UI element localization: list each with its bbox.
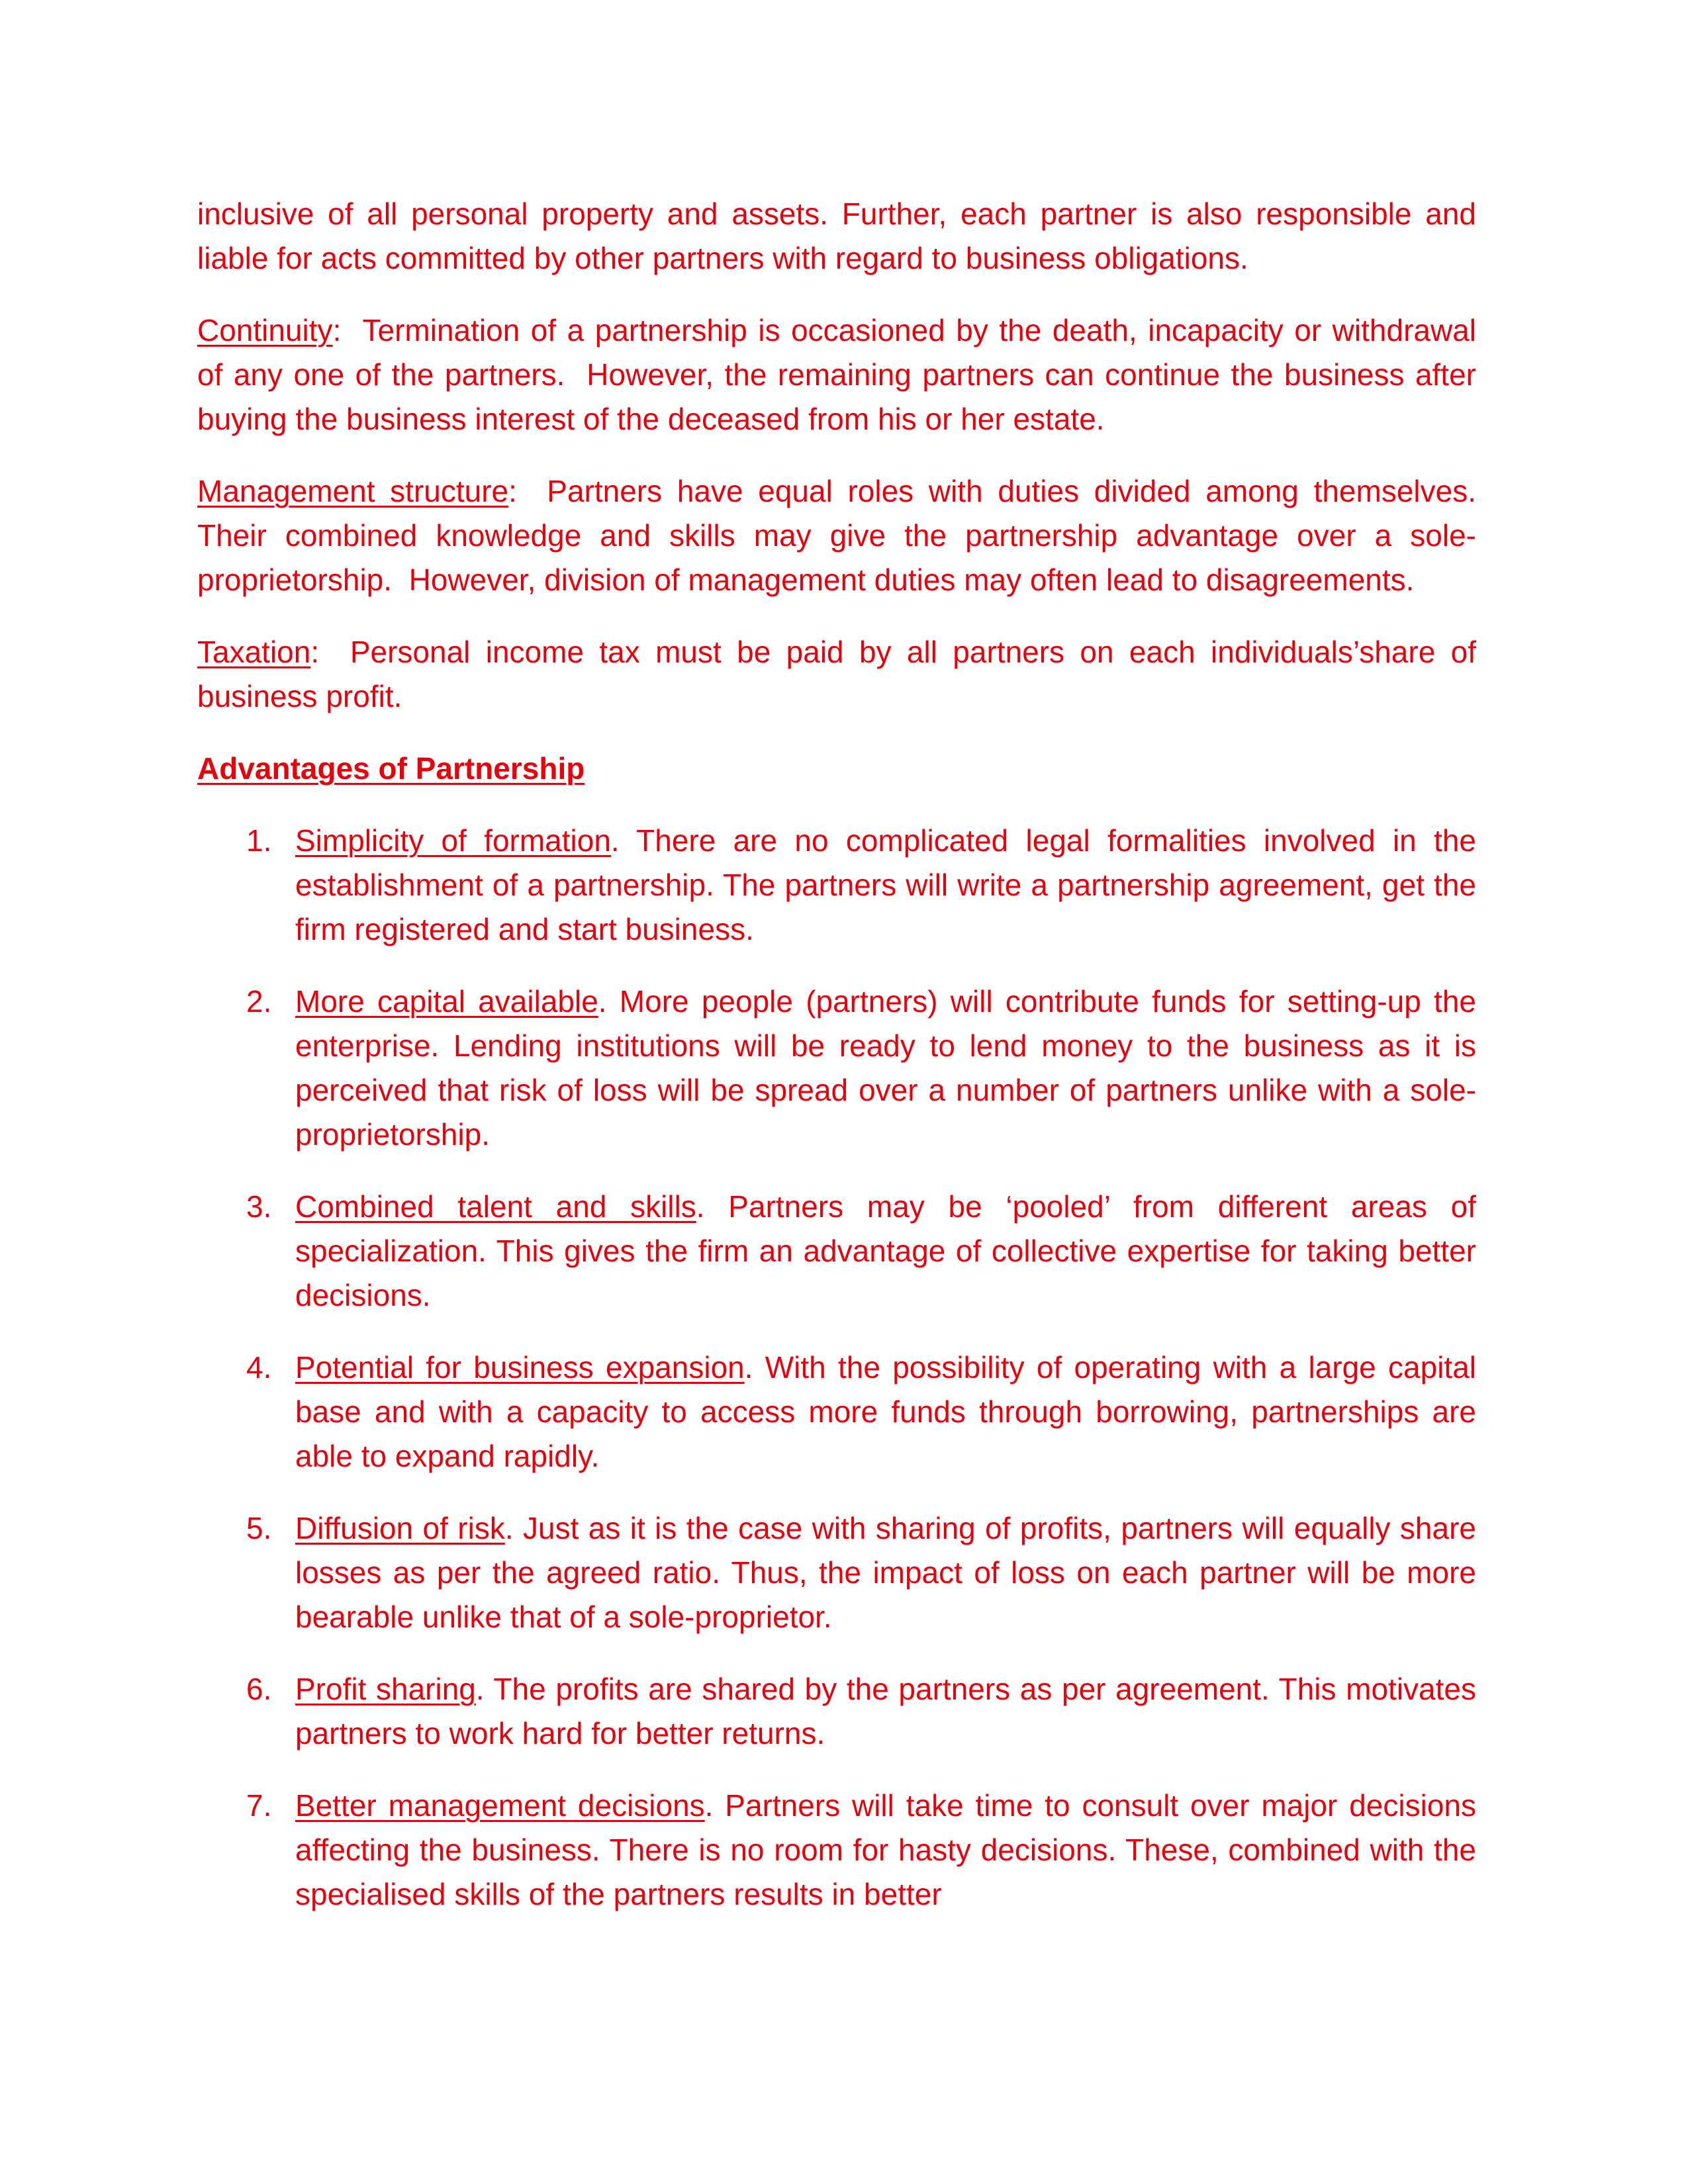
list-term: Combined talent and skills bbox=[295, 1189, 696, 1224]
section-taxation bbox=[197, 630, 1485, 719]
list-item bbox=[197, 1345, 1476, 1479]
list-number: 3. bbox=[246, 1189, 272, 1224]
section-body: Termination of a partnership is occasioned by the death, incapacity or withdrawal of any one of the partners. However, the remaining partners can continue the business after buying the business interest of the deceased from his or her estate. bbox=[197, 313, 1485, 436]
list-item bbox=[197, 1185, 1476, 1318]
section-separator: : bbox=[332, 313, 342, 347]
section-separator: : bbox=[508, 474, 517, 508]
advantages-heading: Advantages of Partnership bbox=[197, 751, 585, 786]
list-body: . The profits are shared by the partners as per agreement. This motivates partners to work hard for better returns. bbox=[295, 1672, 1477, 1751]
section-management-structure bbox=[197, 469, 1493, 602]
document-page bbox=[197, 192, 1493, 1944]
section-term: Continuity bbox=[197, 313, 333, 347]
list-body: . Just as it is the case with sharing of profits, partners will equally share losses as per the agreed ratio. Thus, the impact of loss on each partner will be more bearable unlike that of a sole-proprietor. bbox=[295, 1511, 1477, 1634]
list-body: . Partners may be ‘pooled’ from different areas of specialization. This gives the firm an advantage of collective expertise for taking better decisions. bbox=[295, 1189, 1476, 1312]
list-term: Simplicity of formation bbox=[295, 823, 611, 858]
list-item bbox=[197, 1667, 1476, 1756]
list-number: 5. bbox=[246, 1511, 272, 1545]
list-number: 2. bbox=[246, 984, 272, 1019]
list-term: Diffusion of risk bbox=[295, 1511, 505, 1545]
list-body: . There are no complicated legal formalities involved in the establishment of a partnership. The partners will write a partnership agreement, get the firm registered and start business. bbox=[295, 823, 1476, 946]
list-body: . Partners will take time to consult over major decisions affecting the business. There is no room for hasty decisions. These, combined with the specialised skills of the partners results in better bbox=[295, 1788, 1476, 1911]
section-term: Management structure bbox=[197, 474, 509, 508]
list-body: . With the possibility of operating with a large capital base and with a capacity to access more funds through borrowing, partnerships are able to expand rapidly. bbox=[295, 1350, 1476, 1473]
section-separator: : bbox=[310, 635, 320, 669]
list-item bbox=[197, 819, 1476, 952]
list-item bbox=[197, 1506, 1476, 1639]
list-number: 7. bbox=[246, 1788, 272, 1823]
section-term: Taxation bbox=[197, 635, 311, 669]
list-number: 4. bbox=[246, 1350, 272, 1385]
list-number: 6. bbox=[246, 1672, 272, 1706]
list-term: More capital available bbox=[295, 984, 598, 1019]
section-body: Personal income tax must be paid by all partners on each individuals’share of business profit. bbox=[197, 635, 1485, 713]
list-item bbox=[197, 979, 1476, 1157]
section-continuity bbox=[197, 308, 1485, 441]
list-term: Profit sharing bbox=[295, 1672, 476, 1706]
advantages-list bbox=[197, 819, 1476, 1917]
intro-paragraph: inclusive of all personal property and assets. Further, each partner is also responsible and liable for acts committed by other partners with regard to business obligations. bbox=[197, 197, 1476, 275]
section-body: Partners have equal roles with duties divided among themselves. Their combined knowledge and skills may give the partnership advantage over a sole-proprietorship. However, division of management duties may often lead to disagreements. bbox=[197, 474, 1493, 597]
list-term: Potential for business expansion bbox=[295, 1350, 745, 1385]
list-item bbox=[197, 1784, 1476, 1917]
list-body: . More people (partners) will contribute funds for setting-up the enterprise. Lending institutions will be ready to lend money to the business as it is perceived that risk of loss will be spread over a number of partners unlike with a sole-proprietorship. bbox=[295, 984, 1476, 1152]
list-number: 1. bbox=[246, 823, 272, 858]
list-term: Better management decisions bbox=[295, 1788, 705, 1823]
